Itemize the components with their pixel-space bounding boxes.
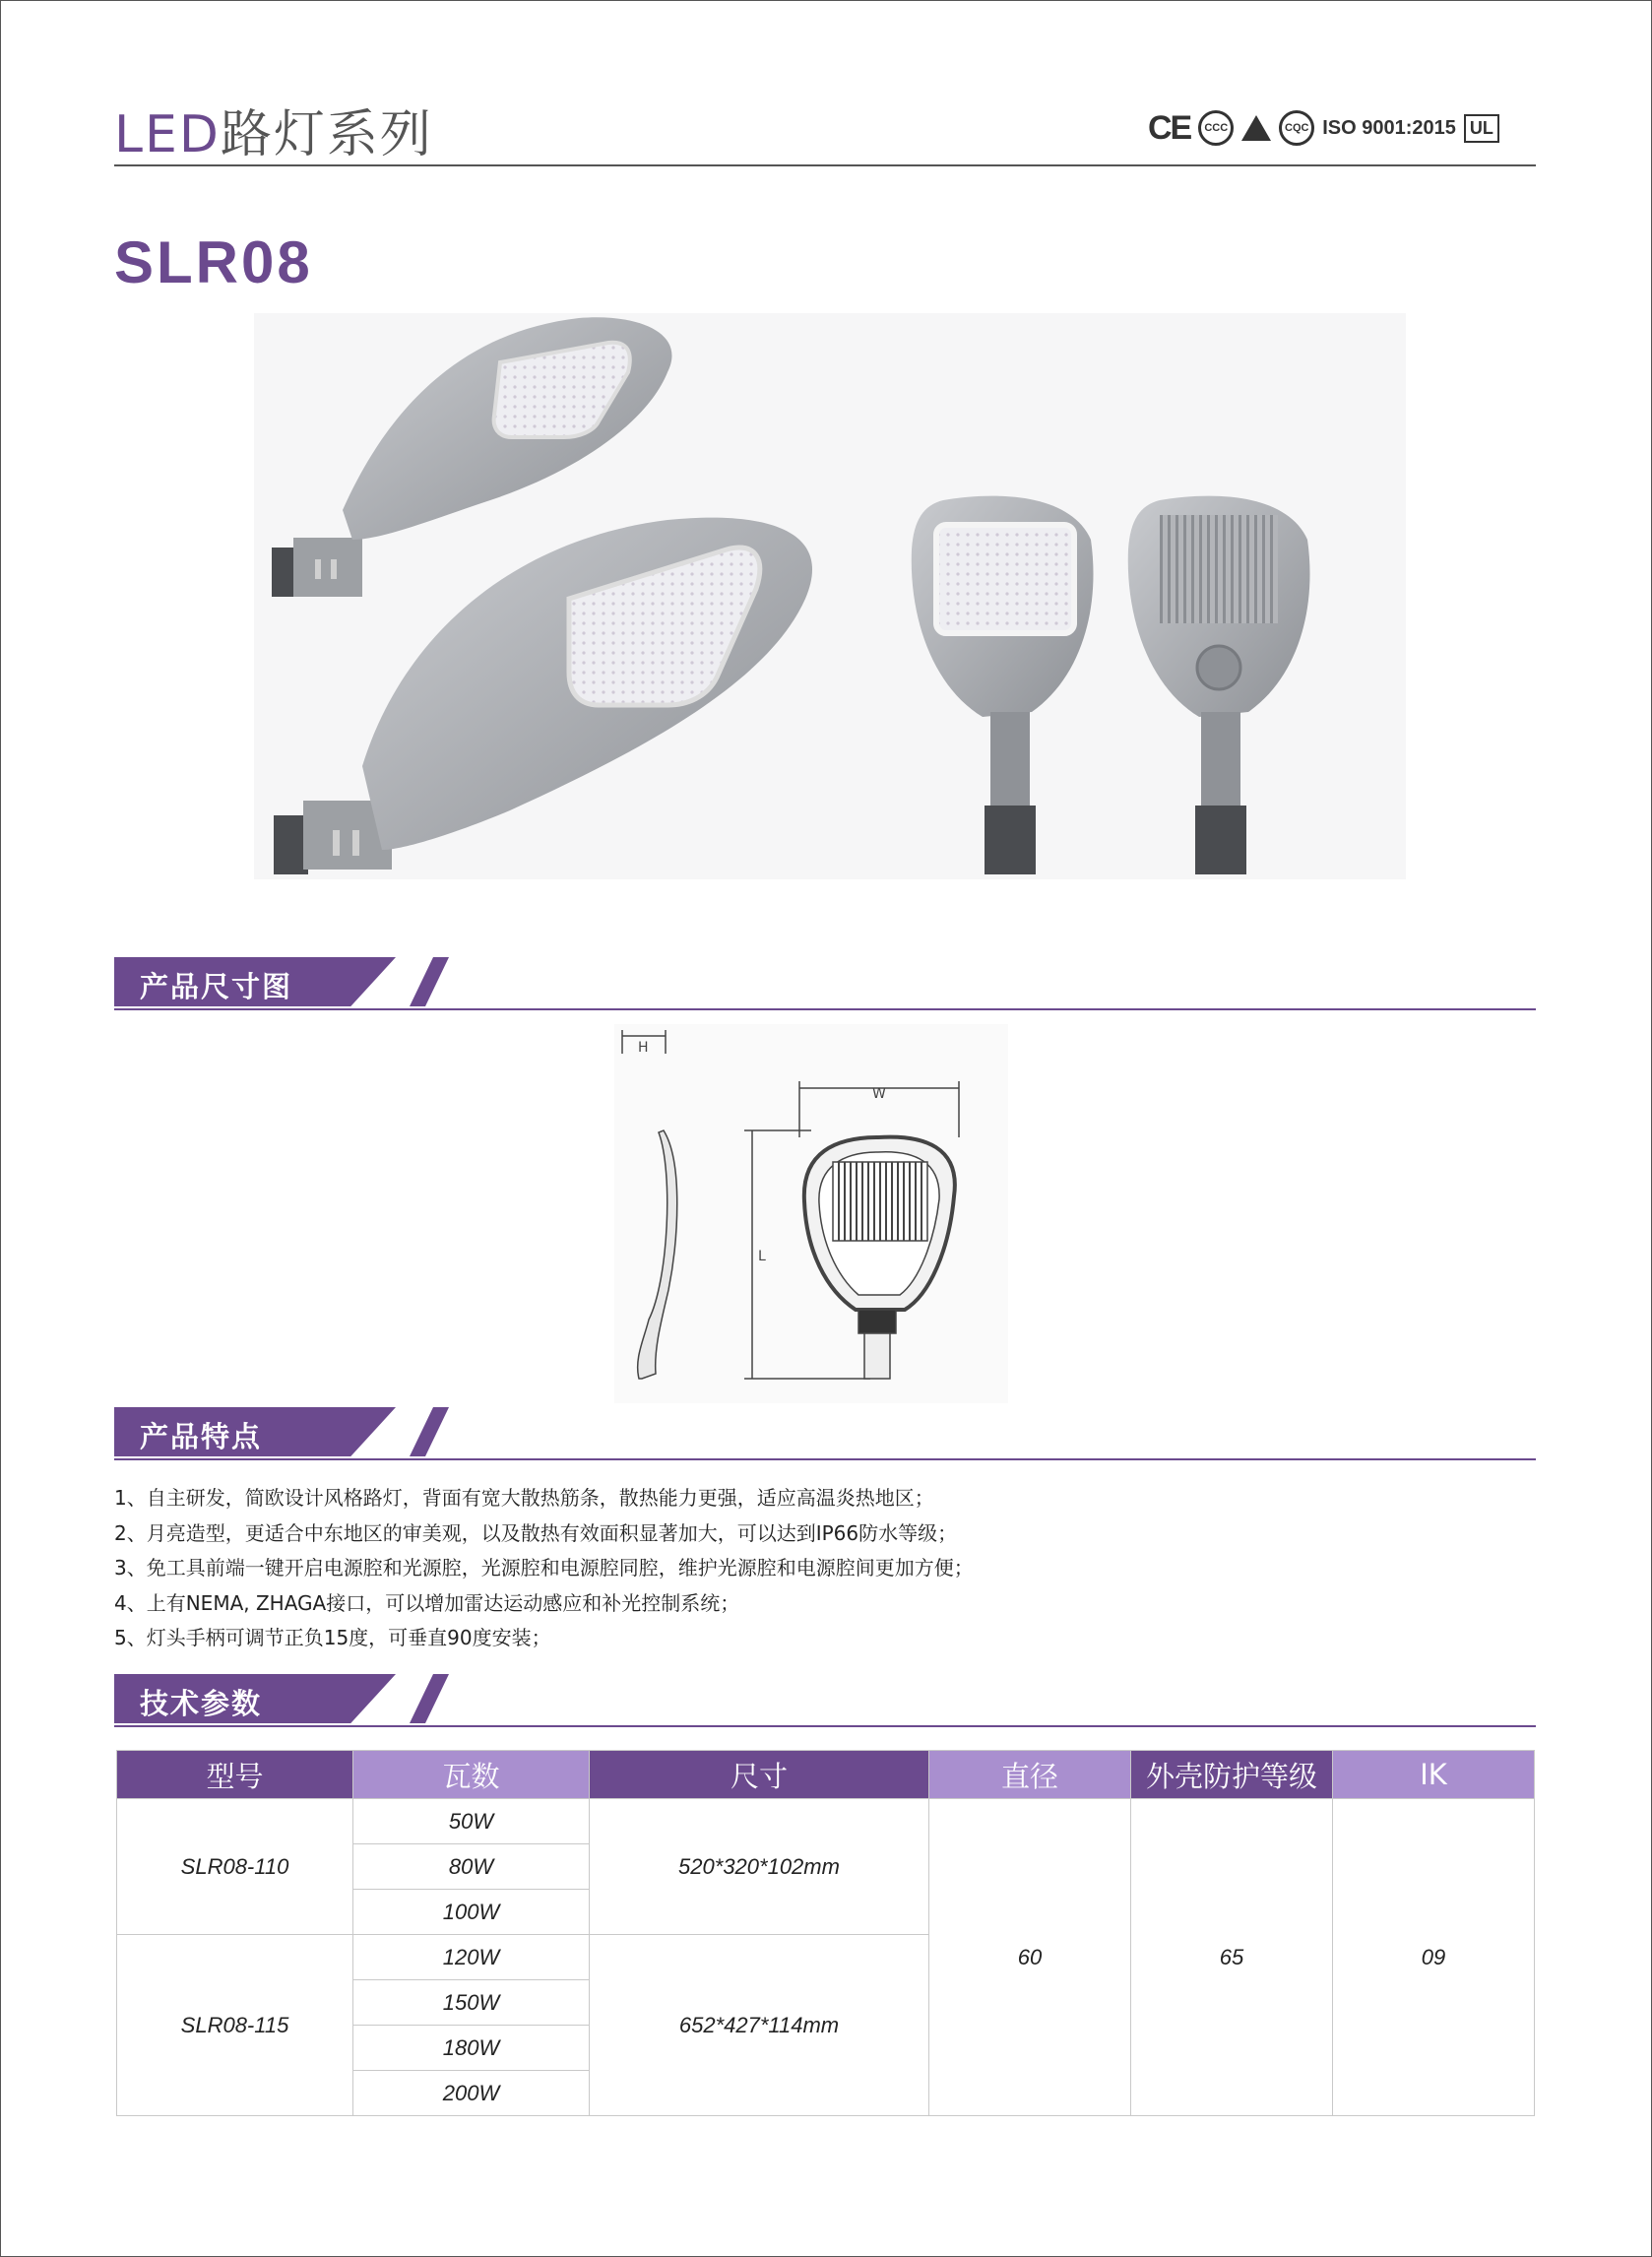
ce-mark-icon: CE [1148, 108, 1191, 147]
wattage-cell: 50W [353, 1799, 590, 1844]
side-view-drawing [622, 1030, 677, 1379]
model-cell: SLR08-115 [117, 1935, 353, 2116]
wattage-cell: 80W [353, 1844, 590, 1890]
section-rule [114, 1458, 1536, 1460]
col-header-ik: IK [1333, 1751, 1535, 1799]
feature-item: 5、灯头手柄可调节正负15度，可垂直90度安装； [114, 1626, 551, 1649]
product-photos [254, 313, 1406, 879]
wattage-cell: 150W [353, 1980, 590, 2026]
ik-cell: 09 [1333, 1799, 1535, 2116]
wattage-cell: 120W [353, 1935, 590, 1980]
section-rule [114, 1008, 1536, 1010]
luminaire-back-view [1128, 496, 1310, 874]
col-header-size: 尺寸 [590, 1751, 929, 1799]
ip-cell: 65 [1131, 1799, 1333, 2116]
table-header-row [117, 1751, 1535, 1799]
wattage-cell: 180W [353, 2026, 590, 2071]
table-row [117, 1799, 1535, 1844]
dim-w-label: W [872, 1086, 886, 1102]
section-rule [114, 1725, 1536, 1727]
dim-l-label: L [758, 1249, 766, 1264]
street-light-photos-image [254, 313, 1406, 879]
section-title: 产品特点 [140, 1420, 263, 1453]
section-stripe-decoration [410, 957, 449, 1006]
feature-item: 3、免工具前端一键开启电源腔和光源腔，光源腔和电源腔同腔，维护光源腔和电源腔间更加方便； [114, 1556, 974, 1580]
section-specs-header [114, 1674, 1536, 1729]
front-view-drawing [744, 1081, 959, 1379]
cqc-mark-icon: CQC [1279, 110, 1314, 146]
ul-mark-icon: UL [1464, 114, 1499, 143]
section-stripe-decoration [410, 1674, 449, 1723]
feature-item: 4、上有NEMA, ZHAGA接口，可以增加雷达运动感应和补光控制系统； [114, 1590, 740, 1615]
section-features-header [114, 1407, 1536, 1462]
section-dimensions-header [114, 957, 1536, 1012]
iso-label: ISO 9001:2015 [1322, 116, 1456, 139]
spec-table [116, 1750, 1535, 2116]
page-title [114, 93, 433, 166]
wattage-cell: 200W [353, 2071, 590, 2116]
feature-list [114, 1481, 974, 1656]
diameter-cell: 60 [929, 1799, 1131, 2116]
section-stripe-decoration [410, 1407, 449, 1456]
ccc-mark-icon: CCC [1198, 110, 1234, 146]
title-led: LED [114, 105, 221, 164]
section-title: 产品尺寸图 [140, 970, 293, 1003]
col-header-diameter: 直径 [929, 1751, 1131, 1799]
model-cell: SLR08-110 [117, 1799, 353, 1935]
dimension-drawings [614, 1024, 1008, 1403]
dimension-drawing-image [614, 1024, 1008, 1403]
header-divider [114, 164, 1536, 166]
feature-item: 2、月亮造型，更适合中东地区的审美观，以及散热有效面积显著加大，可以达到IP66防水等级； [114, 1520, 958, 1545]
certification-logos [1148, 108, 1499, 148]
title-series: 路灯系列 [220, 105, 433, 164]
dim-h-label: H [638, 1040, 649, 1056]
wattage-cell: 100W [353, 1890, 590, 1935]
col-header-model: 型号 [117, 1751, 353, 1799]
model-heading: SLR08 [114, 229, 313, 295]
size-cell: 520*320*102mm [590, 1799, 929, 1935]
size-cell: 652*427*114mm [590, 1935, 929, 2116]
warning-triangle-icon [1241, 115, 1271, 141]
col-header-wattage: 瓦数 [353, 1751, 590, 1799]
feature-item: 1、自主研发，简欧设计风格路灯，背面有宽大散热筋条，散热能力更强，适应高温炎热地区； [114, 1486, 934, 1510]
col-header-ip: 外壳防护等级 [1131, 1751, 1333, 1799]
section-title: 技术参数 [140, 1687, 263, 1720]
luminaire-front-view [912, 496, 1094, 874]
